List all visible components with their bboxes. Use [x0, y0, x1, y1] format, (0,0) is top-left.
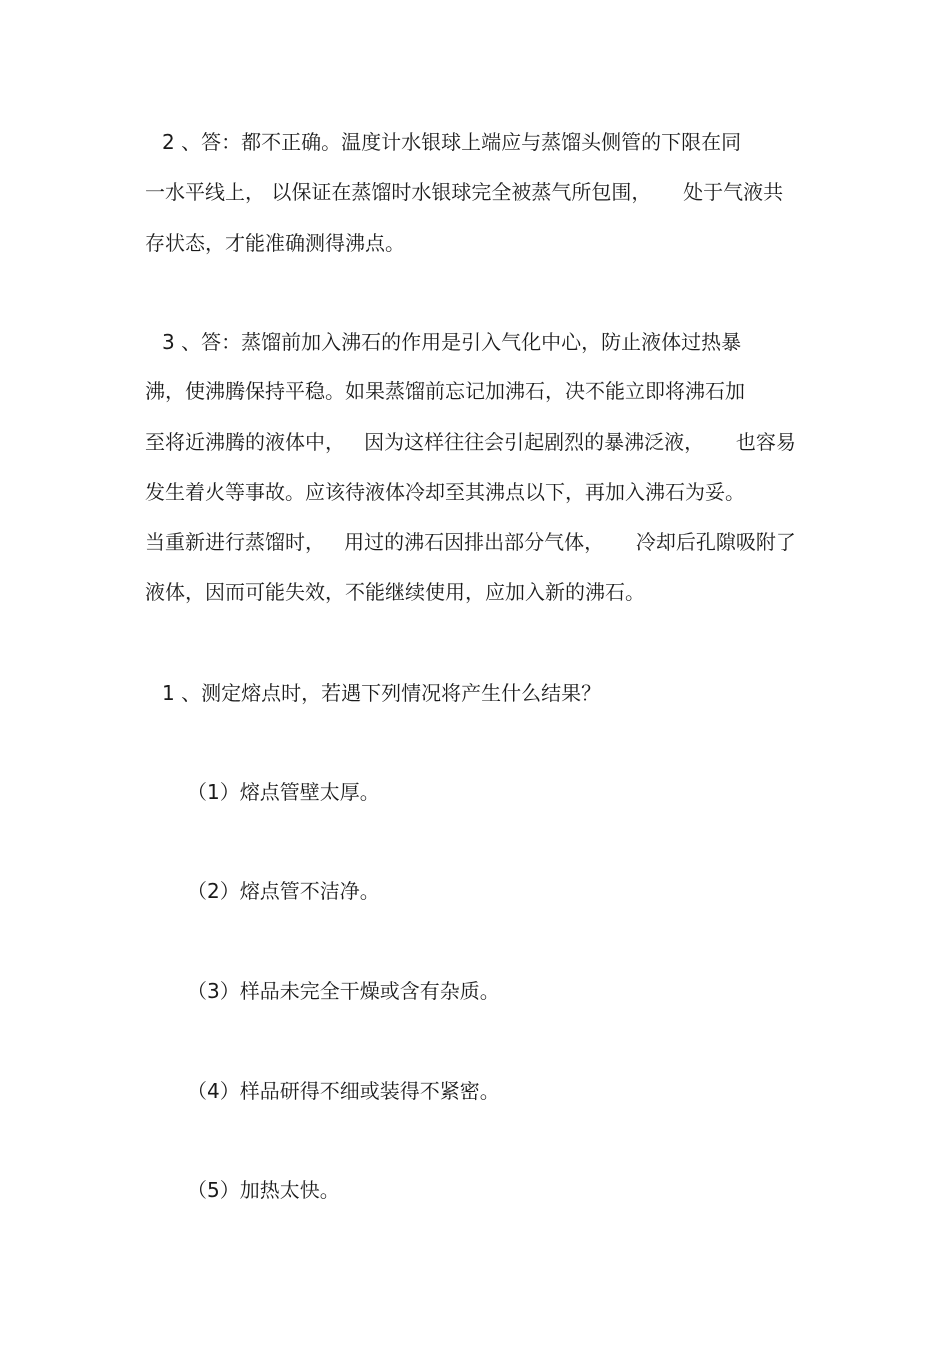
question1-item-3: （3）样品未完全干燥或含有杂质。 [187, 979, 500, 1003]
answer3-line-3: 至将近沸腾的液体中， 因为这样往往会引起剧烈的暴沸泛液， 也容易 [145, 430, 796, 454]
answer3-line-6: 液体，因而可能失效，不能继续使用，应加入新的沸石。 [145, 580, 645, 604]
answer3-line-2: 沸，使沸腾保持平稳。如果蒸馏前忘记加沸石，决不能立即将沸石加 [145, 379, 745, 403]
question1-item-5: （5）加热太快。 [187, 1178, 340, 1202]
question1-item-1: （1）熔点管壁太厚。 [187, 780, 380, 804]
answer2-line-1: 2 、答：都不正确。温度计水银球上端应与蒸馏头侧管的下限在同 [162, 130, 742, 154]
question1-item-4: （4）样品研得不细或装得不紧密。 [187, 1079, 500, 1103]
question1-title: 1 、测定熔点时，若遇下列情况将产生什么结果？ [162, 681, 602, 705]
question1-item-2: （2）熔点管不洁净。 [187, 879, 380, 903]
answer3-line-4: 发生着火等事故。应该待液体冷却至其沸点以下，再加入沸石为妥。 [145, 480, 745, 504]
answer2-line-3: 存状态，才能准确测得沸点。 [145, 231, 405, 255]
answer3-line-5: 当重新进行蒸馏时， 用过的沸石因排出部分气体， 冷却后孔隙吸附了 [145, 530, 796, 554]
answer2-line-2: 一水平线上， 以保证在蒸馏时水银球完全被蒸气所包围， 处于气液共 [145, 180, 784, 204]
answer3-line-1: 3 、答：蒸馏前加入沸石的作用是引入气化中心，防止液体过热暴 [162, 330, 742, 354]
